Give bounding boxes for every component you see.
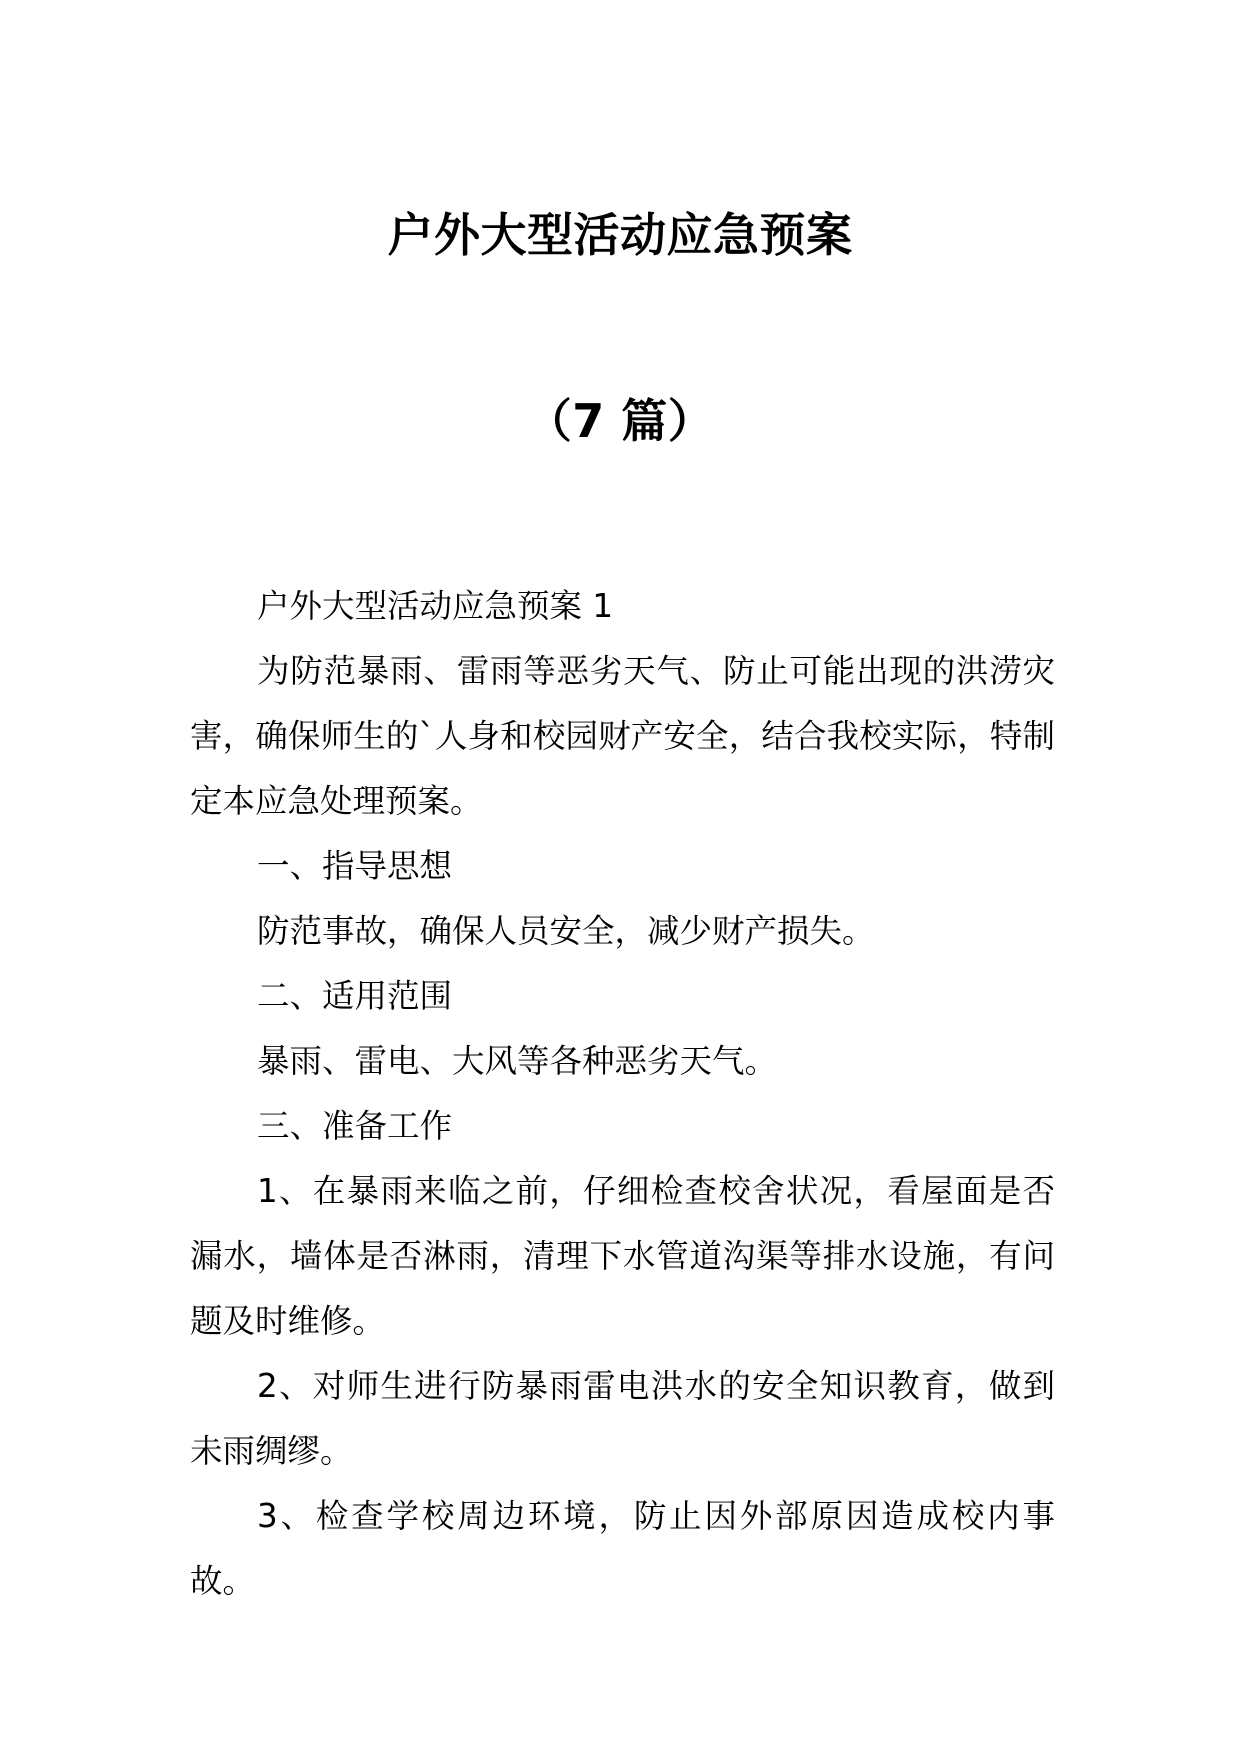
section-heading: 二、适用范围 — [257, 977, 453, 1015]
list-item: 2、对师生进行防暴雨雷电洪水的安全知识教育，做到未雨绸缪。 — [190, 1367, 1055, 1470]
document-body — [190, 574, 1055, 1614]
paragraph: 为防范暴雨、雷雨等恶劣天气、防止可能出现的洪涝灾害，确保师生的`人身和校园财产安全，结合我校实际，特制定本应急处理预案。 — [190, 652, 1055, 820]
list-item: 3、检查学校周边环境，防止因外部原因造成校内事故。 — [190, 1497, 1055, 1600]
list-item: 1、在暴雨来临之前，仔细检查校舍状况，看屋面是否漏水，墙体是否淋雨，清理下水管道沟渠等排水设施，有问题及时维修。 — [190, 1172, 1055, 1340]
section-heading: 三、准备工作 — [257, 1107, 453, 1145]
document-title: 户外大型活动应急预案 — [387, 208, 853, 262]
paragraph: 暴雨、雷电、大风等各种恶劣天气。 — [257, 1042, 778, 1080]
paragraph: 防范事故，确保人员安全，减少财产损失。 — [257, 912, 875, 950]
document-subtitle: （7 篇） — [525, 394, 715, 448]
section-heading: 户外大型活动应急预案 1 — [257, 587, 614, 625]
section-heading: 一、指导思想 — [257, 847, 453, 885]
